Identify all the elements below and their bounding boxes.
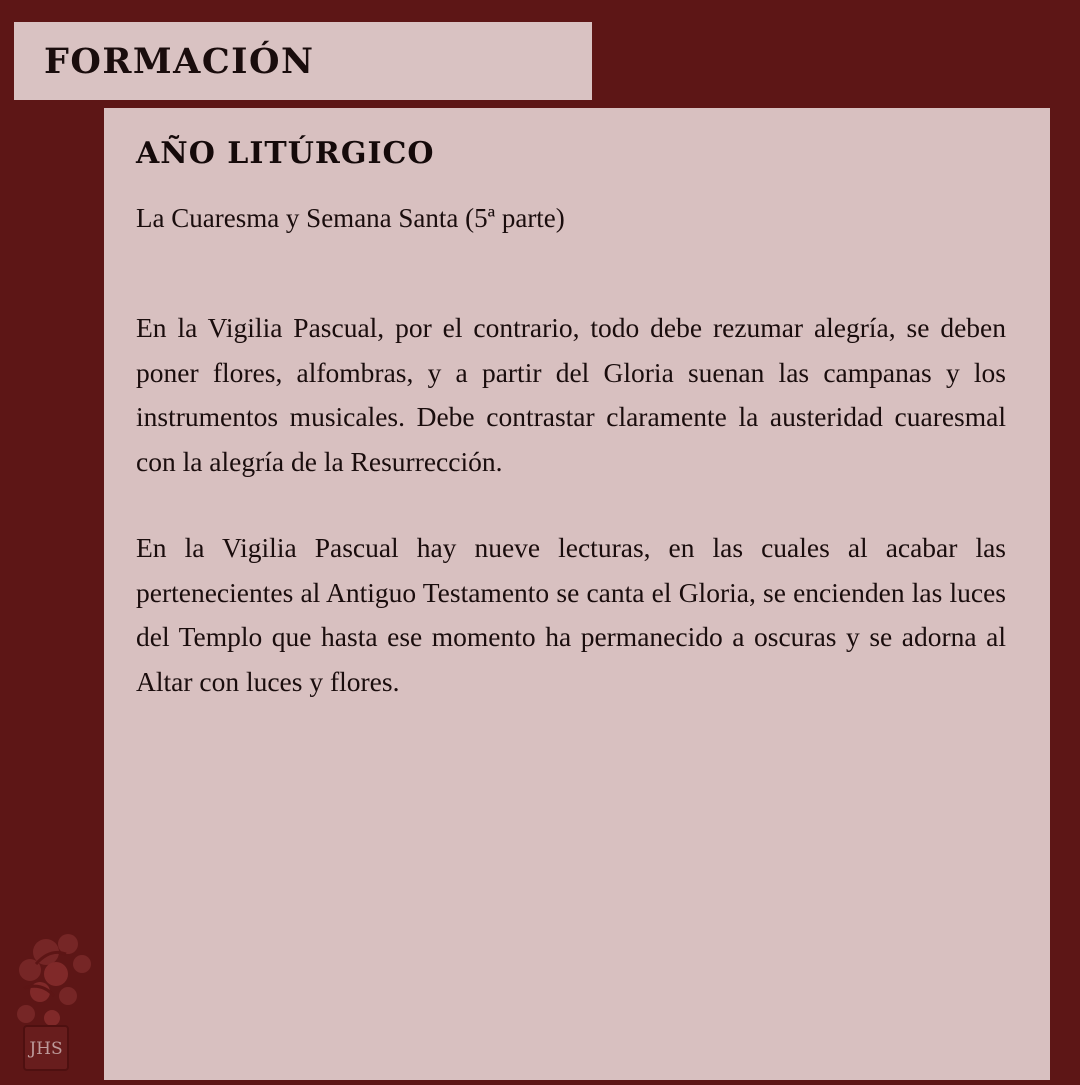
jhs-emblem-icon — [16, 930, 126, 1080]
page-subtitle: La Cuaresma y Semana Santa (5ª parte) — [136, 203, 565, 233]
content-panel — [104, 108, 1050, 1080]
section-banner-label: FORMACIÓN — [44, 40, 315, 82]
page-title: AÑO LITÚRGICO — [136, 136, 435, 171]
body-paragraph-2: En la Vigilia Pascual hay nueve lecturas, en las cuales al acabar las pertenecientes al Antiguo Testamento se canta el Gloria, se encienden las luces del Templo que hasta ese momento ha permanecido a oscuras y se adorna al Altar con luces y flores. — [136, 532, 1006, 697]
jhs-monogram-text: JHS — [29, 1039, 63, 1059]
section-banner — [14, 22, 592, 100]
body-paragraph-1: En la Vigilia Pascual, por el contrario, todo debe rezumar alegría, se deben poner flores, alfombras, y a partir del Gloria suenan las campanas y los instrumentos musicales. Debe contrastar claramente la austeridad cuaresmal con la alegría de la Resurrección. — [136, 312, 1006, 477]
